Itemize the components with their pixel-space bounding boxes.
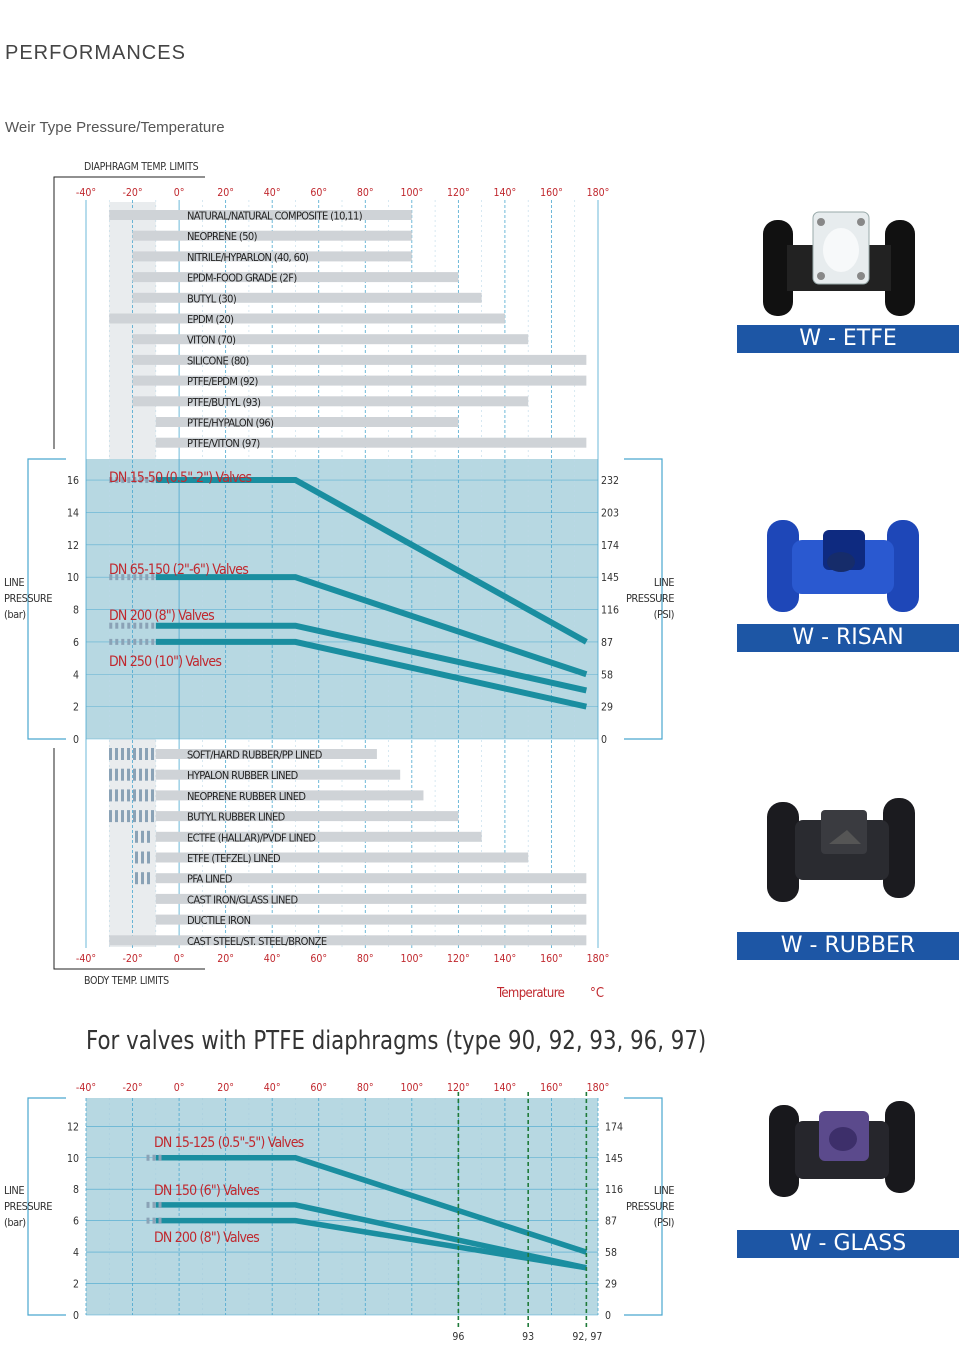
body-hatch xyxy=(109,789,112,801)
y-tick-label-bar: 0 xyxy=(72,734,79,746)
body-bar-label: PFA LINED xyxy=(187,872,232,886)
body-hatch xyxy=(133,748,136,760)
ptfe-x-tick-label: -20° xyxy=(122,1082,143,1094)
body-hatch xyxy=(151,748,154,760)
diaphragm-bar-label: BUTYL (30) xyxy=(187,292,237,306)
diaphragm-bar xyxy=(109,314,505,324)
diaphragm-limits-title: DIAPHRAGM TEMP. LIMITS xyxy=(84,161,199,173)
body-hatch xyxy=(121,789,124,801)
body-hatch xyxy=(121,769,124,781)
x-tick-label-bottom: 0° xyxy=(173,953,185,965)
body-hatch xyxy=(141,872,144,884)
body-hatch xyxy=(135,831,138,843)
ptfe-series-label: DN 200 (8") Valves xyxy=(154,1230,259,1246)
body-limits-title: BODY TEMP. LIMITS xyxy=(84,975,169,987)
diaphragm-bar-label: VITON (70) xyxy=(187,333,236,347)
body-hatch xyxy=(133,789,136,801)
ptfe-x-tick-label: 60° xyxy=(310,1082,328,1094)
x-tick-label-top: 80° xyxy=(356,187,374,199)
ptfe-y-label-right: LINE xyxy=(653,1184,674,1197)
ptfe-y-tick-psi: 58 xyxy=(605,1247,618,1260)
ptfe-y-tick-psi: 174 xyxy=(605,1121,624,1134)
ptfe-series-hatch xyxy=(153,1202,156,1208)
body-hatch xyxy=(151,769,154,781)
ptfe-marker-label: 93 xyxy=(522,1331,535,1343)
body-hatch xyxy=(147,872,150,884)
y-tick-label-psi: 0 xyxy=(601,734,608,746)
ptfe-y-tick-psi: 145 xyxy=(605,1152,624,1165)
ptfe-x-tick-label: 160° xyxy=(540,1082,563,1094)
body-bar-label: SOFT/HARD RUBBER/PP LINED xyxy=(187,748,322,762)
x-tick-label-bottom: -40° xyxy=(75,953,97,965)
diaphragm-bar-label: SILICONE (80) xyxy=(187,354,249,368)
x-tick-label-top: 0° xyxy=(173,187,185,199)
ptfe-y-tick-bar: 10 xyxy=(66,1152,79,1165)
ptfe-series-hatch xyxy=(159,1218,162,1224)
x-tick-label-bottom: 60° xyxy=(310,953,328,965)
ptfe-chart-title: For valves with PTFE diaphragms (type 90, 92, 93, 96, 97) xyxy=(86,1026,707,1056)
body-hatch xyxy=(115,748,118,760)
series-hatch xyxy=(109,639,112,645)
x-tick-label-bottom: 20° xyxy=(217,953,235,965)
ptfe-marker-label: 96 xyxy=(452,1331,465,1343)
y-axis-label-left: PRESSURE xyxy=(4,592,53,605)
ptfe-y-tick-bar: 12 xyxy=(66,1121,79,1134)
y-tick-label-bar: 2 xyxy=(72,701,79,714)
ptfe-series-hatch xyxy=(147,1155,150,1161)
ptfe-x-tick-label: 140° xyxy=(493,1082,517,1094)
body-hatch xyxy=(145,748,148,760)
series-hatch xyxy=(139,639,142,645)
body-bar-label: ETFE (TEFZEL) LINED xyxy=(187,852,281,865)
y-tick-label-bar: 10 xyxy=(66,572,79,585)
body-hatch xyxy=(133,810,136,822)
body-hatch xyxy=(121,810,124,822)
series-hatch xyxy=(151,639,154,645)
ptfe-x-tick-label: 20° xyxy=(217,1082,235,1094)
x-axis-label: Temperature xyxy=(497,986,565,1001)
ptfe-x-tick-label: 40° xyxy=(263,1082,281,1094)
y-tick-label-bar: 16 xyxy=(66,475,79,488)
x-tick-label-top: 100° xyxy=(400,187,424,199)
valve-etfe-icon xyxy=(737,190,959,340)
y-tick-label-bar: 8 xyxy=(72,604,79,617)
ptfe-series-label: DN 15-125 (0.5"-5") Valves xyxy=(154,1135,304,1151)
product-label: W - GLASS xyxy=(737,1230,959,1258)
y-tick-label-psi: 29 xyxy=(601,701,614,714)
series-hatch xyxy=(115,639,118,645)
diaphragm-bar-label: EPDM-FOOD GRADE (2F) xyxy=(187,271,297,285)
x-tick-label-bottom: 80° xyxy=(356,953,374,965)
y-axis-label-right: (PSI) xyxy=(653,608,674,621)
body-hatch xyxy=(133,769,136,781)
x-tick-label-top: 60° xyxy=(310,187,328,199)
x-tick-label-top: 140° xyxy=(493,187,517,199)
ptfe-y-tick-bar: 2 xyxy=(72,1278,79,1291)
body-hatch xyxy=(115,769,118,781)
body-hatch xyxy=(109,810,112,822)
body-bar-label: ECTFE (HALLAR)/PVDF LINED xyxy=(187,831,316,845)
series-hatch xyxy=(145,639,148,645)
ptfe-y-tick-bar: 8 xyxy=(72,1184,79,1197)
body-hatch xyxy=(135,872,138,884)
y-tick-label-psi: 87 xyxy=(601,636,614,649)
body-bar-label: CAST IRON/GLASS LINED xyxy=(187,893,298,907)
body-hatch xyxy=(147,852,150,864)
diaphragm-bar-label: PTFE/BUTYL (93) xyxy=(187,395,261,409)
x-tick-label-bottom: 180° xyxy=(586,953,610,965)
diaphragm-bar-label: PTFE/EPDM (92) xyxy=(187,375,258,389)
series-label: DN 250 (10") Valves xyxy=(109,654,222,670)
ptfe-series-hatch xyxy=(159,1155,162,1161)
ptfe-series-hatch xyxy=(153,1218,156,1224)
y-tick-label-psi: 116 xyxy=(601,604,620,617)
body-hatch xyxy=(147,831,150,843)
ptfe-y-label-left: PRESSURE xyxy=(4,1200,53,1213)
y-tick-label-psi: 174 xyxy=(601,539,620,552)
ptfe-series-label: DN 150 (6") Valves xyxy=(154,1183,259,1199)
ptfe-y-tick-bar: 6 xyxy=(72,1215,79,1228)
diaphragm-bar-label: PTFE/VITON (97) xyxy=(187,437,260,451)
x-tick-label-bottom: 140° xyxy=(493,953,517,965)
y-tick-label-psi: 58 xyxy=(601,669,614,682)
body-hatch xyxy=(141,831,144,843)
body-hatch xyxy=(145,789,148,801)
series-label: DN 65-150 (2"-6") Valves xyxy=(109,562,249,578)
body-hatch xyxy=(145,769,148,781)
ptfe-x-tick-label: 180° xyxy=(586,1082,610,1094)
body-hatch xyxy=(115,810,118,822)
y-axis-label-right: PRESSURE xyxy=(625,592,674,605)
body-bar-label: BUTYL RUBBER LINED xyxy=(187,810,285,824)
body-hatch xyxy=(127,810,130,822)
body-hatch xyxy=(141,852,144,864)
ptfe-y-tick-bar: 0 xyxy=(72,1310,79,1322)
x-tick-label-top: 160° xyxy=(540,187,563,199)
valve-rubber-icon xyxy=(737,790,959,940)
x-tick-label-bottom: 120° xyxy=(446,953,470,965)
product-label: W - ETFE xyxy=(737,325,959,353)
y-axis-label-left: (bar) xyxy=(4,608,26,621)
series-hatch xyxy=(127,639,130,645)
diaphragm-bar-label: NATURAL/NATURAL COMPOSITE (10,11) xyxy=(187,209,362,223)
body-hatch xyxy=(135,852,138,864)
ptfe-y-tick-psi: 0 xyxy=(605,1310,612,1322)
diaphragm-bar xyxy=(133,292,482,306)
ptfe-y-tick-psi: 29 xyxy=(605,1278,618,1291)
ptfe-x-tick-label: -40° xyxy=(75,1082,97,1094)
y-axis-label-right: LINE xyxy=(653,576,674,589)
ptfe-y-label-right: PRESSURE xyxy=(625,1200,674,1213)
body-hatch xyxy=(109,748,112,760)
diaphragm-bar-label: PTFE/HYPALON (96) xyxy=(187,416,274,430)
ptfe-marker-label: 92, 97 xyxy=(572,1331,603,1343)
ptfe-x-tick-label: 100° xyxy=(400,1082,424,1094)
series-hatch xyxy=(121,639,124,645)
ptfe-y-tick-bar: 4 xyxy=(72,1247,79,1260)
x-tick-label-bottom: 100° xyxy=(400,953,424,965)
body-hatch xyxy=(127,789,130,801)
y-tick-label-psi: 203 xyxy=(601,507,620,520)
ptfe-series-hatch xyxy=(147,1202,150,1208)
y-tick-label-bar: 4 xyxy=(72,669,79,682)
body-hatch xyxy=(139,789,142,801)
page-title: PERFORMANCES xyxy=(5,42,186,64)
body-hatch xyxy=(127,769,130,781)
series-label: DN 200 (8") Valves xyxy=(109,608,214,624)
y-axis-label-left: LINE xyxy=(4,576,25,589)
x-tick-label-top: 120° xyxy=(446,187,470,199)
ptfe-series-hatch xyxy=(147,1218,150,1224)
diaphragm-bar-label: EPDM (20) xyxy=(187,313,234,326)
x-axis-unit: °C xyxy=(590,986,605,1001)
body-hatch xyxy=(139,769,142,781)
x-tick-label-top: -20° xyxy=(122,187,143,199)
product-label: W - RUBBER xyxy=(737,932,959,960)
series-label: DN 15-50 (0.5"-2") Valves xyxy=(109,470,252,486)
body-hatch xyxy=(109,769,112,781)
body-bar-label: CAST STEEL/ST. STEEL/BRONZE xyxy=(187,934,327,948)
x-tick-label-top: -40° xyxy=(75,187,97,199)
valve-glass-icon xyxy=(737,1095,959,1245)
body-hatch xyxy=(127,748,130,760)
ptfe-y-label-left: (bar) xyxy=(4,1216,26,1229)
series-hatch xyxy=(133,639,136,645)
x-tick-label-top: 180° xyxy=(586,187,610,199)
y-tick-label-bar: 6 xyxy=(72,636,79,649)
body-hatch xyxy=(115,789,118,801)
diaphragm-bar-label: NEOPRENE (50) xyxy=(187,230,257,244)
y-tick-label-bar: 12 xyxy=(66,539,79,552)
ptfe-x-tick-label: 0° xyxy=(173,1082,185,1094)
diaphragm-bar-label: NITRILE/HYPARLON (40, 60) xyxy=(187,250,309,264)
body-hatch xyxy=(139,748,142,760)
body-bar-label: NEOPRENE RUBBER LINED xyxy=(187,789,306,803)
ptfe-x-tick-label: 120° xyxy=(446,1082,470,1094)
diaphragm-bar xyxy=(133,230,412,244)
body-hatch xyxy=(121,748,124,760)
ptfe-series-hatch xyxy=(153,1155,156,1161)
y-tick-label-psi: 232 xyxy=(601,475,620,488)
x-tick-label-bottom: -20° xyxy=(122,953,143,965)
x-tick-label-top: 20° xyxy=(217,187,235,199)
y-tick-label-bar: 14 xyxy=(66,507,79,520)
y-tick-label-psi: 145 xyxy=(601,572,620,585)
ptfe-y-label-left: LINE xyxy=(4,1184,25,1197)
x-tick-label-top: 40° xyxy=(263,187,281,199)
body-hatch xyxy=(139,810,142,822)
ptfe-series-hatch xyxy=(159,1202,162,1208)
body-hatch xyxy=(151,789,154,801)
product-label: W - RISAN xyxy=(737,624,959,652)
ptfe-y-label-right: (PSI) xyxy=(653,1216,674,1229)
x-tick-label-bottom: 160° xyxy=(540,953,563,965)
page-subtitle: Weir Type Pressure/Temperature xyxy=(5,119,225,136)
body-bar xyxy=(109,935,586,945)
ptfe-x-tick-label: 80° xyxy=(356,1082,374,1094)
ptfe-y-tick-psi: 87 xyxy=(605,1215,618,1228)
ptfe-y-tick-psi: 116 xyxy=(605,1184,624,1197)
body-bar-label: DUCTILE IRON xyxy=(187,914,251,928)
body-hatch xyxy=(151,810,154,822)
body-bar-label: HYPALON RUBBER LINED xyxy=(187,769,298,783)
body-hatch xyxy=(145,810,148,822)
x-tick-label-bottom: 40° xyxy=(263,953,281,965)
